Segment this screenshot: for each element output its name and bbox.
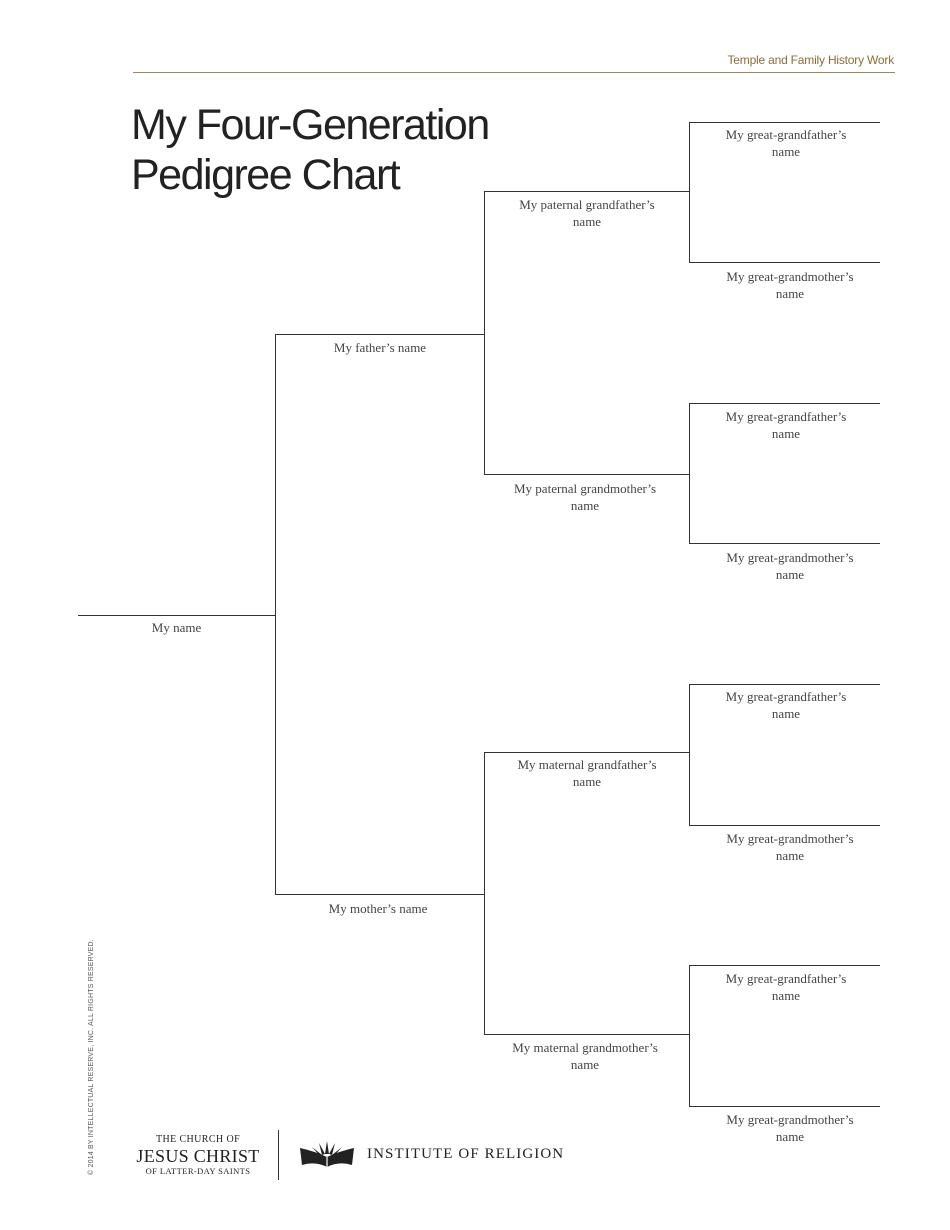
paternal-grandparents-connector [484,191,485,474]
great-grandmother-line-2[interactable] [689,543,880,544]
parents-connector [275,334,276,894]
self-name-label: My name [151,620,202,635]
great-grandfather-line-4[interactable] [689,965,880,966]
great-grandparents-connector-4 [689,965,690,1106]
great-grandfather-line-3[interactable] [689,684,880,685]
church-logo [133,1134,263,1177]
great-grandmother-line-1[interactable] [689,262,880,263]
mother-name-label: My mother’s name [328,901,428,916]
great-grandmother-label-1: My great-grandmother’s name [726,269,854,301]
great-grandfather-label-3: My great-grandfather’s name [725,689,847,721]
title-line-1: My Four-Generation [131,101,489,149]
title-line-2: Pedigree Chart [131,151,400,199]
great-grandmother-label-3: My great-grandmother’s name [726,831,854,863]
great-grandmother-label-4: My great-grandmother’s name [726,1112,854,1144]
great-grandfather-label-4: My great-grandfather’s name [725,971,847,1003]
institute-name: INSTITUTE OF RELIGION [367,1146,565,1162]
paternal-grandmother-label: My paternal grandmother’s name [514,481,656,513]
great-grandparents-connector-2 [689,403,690,543]
father-name-label: My father’s name [333,340,427,355]
church-logo-line-1: THE CHURCH OF [155,1134,241,1145]
great-grandparents-connector-3 [689,684,690,825]
section-label: Temple and Family History Work [727,53,894,67]
maternal-grandfather-label: My maternal grandfather’s name [517,757,657,789]
great-grandfather-label-1: My great-grandfather’s name [725,127,847,159]
page-title [131,100,511,200]
self-name-line[interactable] [78,615,275,616]
paternal-grandfather-line[interactable] [484,191,689,192]
mother-name-line[interactable] [275,894,484,895]
open-book-sunburst-icon [298,1138,356,1170]
great-grandmother-line-3[interactable] [689,825,880,826]
header-divider [133,72,895,73]
great-grandparents-connector-1 [689,122,690,262]
maternal-grandfather-line[interactable] [484,752,689,753]
great-grandmother-line-4[interactable] [689,1106,880,1107]
great-grandmother-label-2: My great-grandmother’s name [726,550,854,582]
paternal-grandfather-label: My paternal grandfather’s name [519,197,655,229]
maternal-grandparents-connector [484,752,485,1034]
church-logo-line-2: JESUS CHRIST [136,1146,260,1166]
maternal-grandmother-label: My maternal grandmother’s name [512,1040,658,1072]
great-grandfather-line-2[interactable] [689,403,880,404]
copyright-notice: © 2014 BY INTELLECTUAL RESERVE, INC. ALL RIGHTS RESERVED. [88,939,95,1175]
father-name-line[interactable] [275,334,484,335]
logo-divider [278,1130,279,1180]
church-logo-line-3: OF LATTER-DAY SAINTS [145,1166,251,1176]
maternal-grandmother-line[interactable] [484,1034,689,1035]
paternal-grandmother-line[interactable] [484,474,689,475]
great-grandfather-line-1[interactable] [689,122,880,123]
great-grandfather-label-2: My great-grandfather’s name [725,409,847,441]
